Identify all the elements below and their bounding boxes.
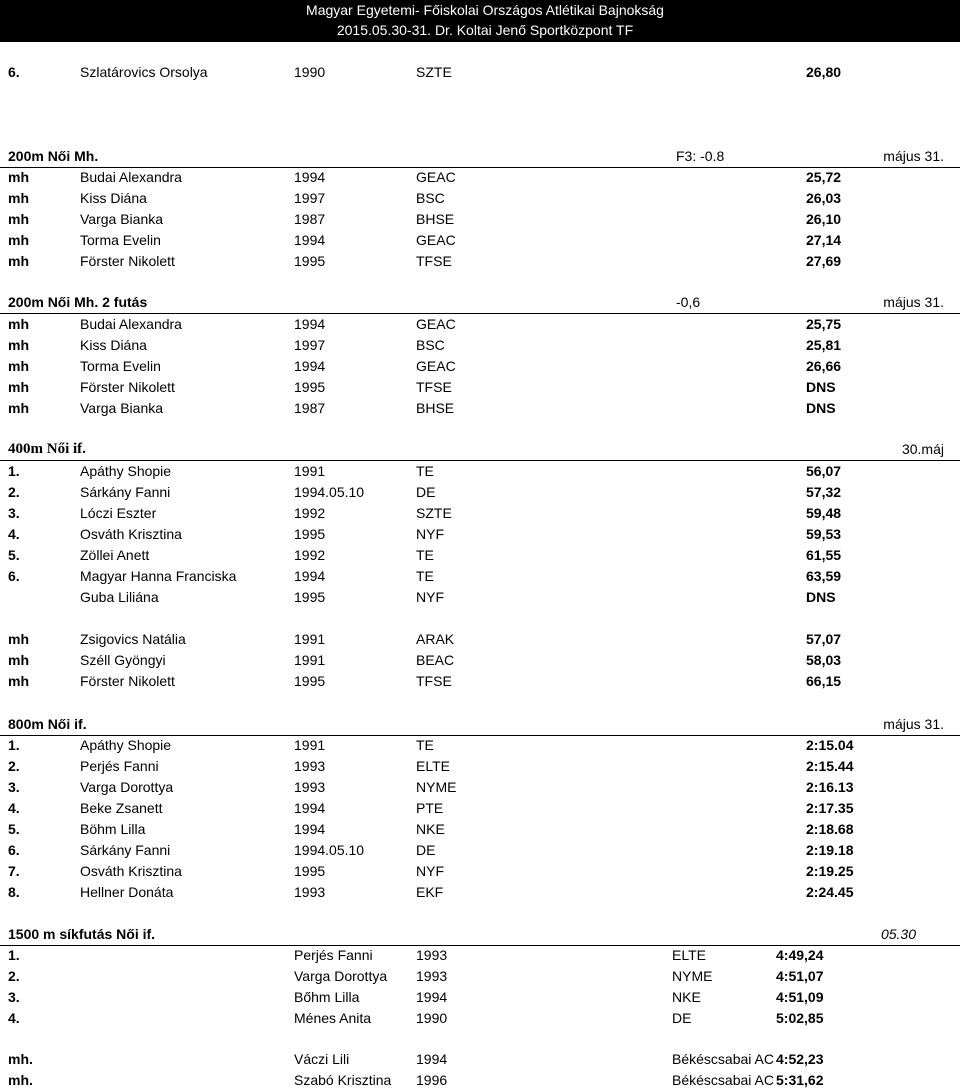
result: 27,69 [806,253,842,269]
place: mh [8,337,29,353]
result: 26,03 [806,190,842,206]
birth-year: 1992 [294,547,326,563]
club: ELTE [672,947,706,963]
athlete-name: Torma Evelin [80,358,161,374]
table-row [0,209,960,230]
result: 5:31,62 [776,1072,824,1088]
result: 57,07 [806,631,842,647]
athlete-name: Hellner Donáta [80,884,174,900]
club: NYME [672,968,713,984]
table-row [0,1049,960,1070]
result: 2:24.45 [806,884,854,900]
table-row [0,482,960,503]
club: GEAC [416,169,456,185]
result: 59,48 [806,505,842,521]
result: 25,75 [806,316,842,332]
birth-year: 1991 [294,463,326,479]
result: 27,14 [806,232,842,248]
table-row [0,798,960,819]
section-title: 400m Női if. [8,441,86,457]
table-row [0,251,960,272]
club: EKF [416,884,444,900]
place: 6. [8,568,20,584]
club: NYF [416,589,444,605]
result: 63,59 [806,568,842,584]
club: NKE [416,821,445,837]
birth-year: 1995 [294,253,326,269]
athlete-name: Perjés Fanni [80,758,159,774]
club: TFSE [416,673,452,689]
birth-year: 1987 [294,400,326,416]
place: 1. [8,947,20,963]
place: 3. [8,989,20,1005]
birth-year: 1995 [294,673,326,689]
club: SZTE [416,505,452,521]
table-row [0,1070,960,1091]
result: DNS [806,400,836,416]
club: NKE [672,989,701,1005]
result: DNS [806,589,836,605]
birth-year: 1990 [294,64,326,80]
result: 2:15.44 [806,758,854,774]
club: TE [416,547,434,563]
place: 5. [8,547,20,563]
table-row [0,629,960,650]
athlete-name: Zöllei Anett [80,547,150,563]
table-row [0,945,960,966]
page-header [0,0,960,42]
wind-reading: -0,6 [676,294,701,310]
section-date: május 31. [883,716,944,732]
place: 1. [8,737,20,753]
athlete-name: Apáthy Shopie [80,463,172,479]
wind-reading: F3: -0.8 [676,148,725,164]
athlete-name: Torma Evelin [80,232,161,248]
result: 2:17.35 [806,800,854,816]
birth-year: 1994.05.10 [294,484,365,500]
athlete-name: Széll Gyöngyi [80,652,166,668]
club: Békéscsabai AC [672,1072,774,1088]
club: GEAC [416,316,456,332]
table-row [0,861,960,882]
section-title: 1500 m síkfutás Női if. [8,926,156,942]
place: mh [8,232,29,248]
section-date: 30.máj [901,441,944,457]
table-row [0,671,960,692]
table-row [0,966,960,987]
table-row [0,188,960,209]
birth-year: 1995 [294,526,326,542]
birth-year: 1996 [416,1072,448,1088]
table-row [0,461,960,482]
place: mh [8,358,29,374]
place: mh [8,400,29,416]
birth-year: 1993 [416,947,448,963]
club: BSC [416,337,445,353]
club: NYME [416,779,457,795]
result: 26,66 [806,358,842,374]
birth-year: 1995 [294,589,326,605]
section-heading [0,923,960,946]
birth-year: 1994 [294,358,326,374]
club: BSC [416,190,445,206]
birth-year: 1993 [416,968,448,984]
birth-year: 1991 [294,652,326,668]
birth-year: 1993 [294,884,326,900]
result: 4:49,24 [776,947,824,963]
birth-year: 1997 [294,190,326,206]
place: 3. [8,505,20,521]
result: 5:02,85 [776,1010,824,1026]
birth-year: 1991 [294,737,326,753]
club: TFSE [416,253,452,269]
athlete-name: Perjés Fanni [294,947,373,963]
athlete-name: Zsigovics Natália [80,631,186,647]
club: TFSE [416,379,452,395]
birth-year: 1997 [294,337,326,353]
club: TE [416,463,434,479]
table-row [0,882,960,903]
athlete-name: Beke Zsanett [80,800,163,816]
result: 2:18.68 [806,821,854,837]
table-row [0,587,960,608]
place: 2. [8,484,20,500]
section-date: 05.30 [880,926,916,942]
athlete-name: Lóczi Eszter [80,505,157,521]
place: mh [8,379,29,395]
result: 56,07 [806,463,842,479]
athlete-name: Sárkány Fanni [80,842,171,858]
athlete-name: Guba Liliána [80,589,159,605]
birth-year: 1994 [416,989,448,1005]
place: 6. [8,64,20,80]
club: BEAC [416,652,455,668]
result: 4:52,23 [776,1051,824,1067]
athlete-name: Budai Alexandra [80,316,182,332]
birth-year: 1994 [294,232,326,248]
table-row [0,1008,960,1029]
athlete-name: Ménes Anita [294,1010,372,1026]
birth-year: 1994 [294,821,326,837]
table-row [0,987,960,1008]
birth-year: 1993 [294,779,326,795]
place: mh [8,316,29,332]
club: BHSE [416,400,455,416]
athlete-name: Magyar Hanna Franciska [80,568,237,584]
athlete-name: Varga Bianka [80,211,164,227]
result: 2:19.25 [806,863,854,879]
club: NYF [416,863,444,879]
table-row [0,167,960,188]
club: TE [416,737,434,753]
section-heading [0,291,960,314]
athlete-name: Szlatárovics Orsolya [80,64,208,80]
birth-year: 1994 [294,800,326,816]
birth-year: 1994 [294,316,326,332]
place: mh [8,190,29,206]
result: 25,72 [806,169,842,185]
club: DE [416,842,436,858]
place: mh [8,253,29,269]
place: 6. [8,842,20,858]
section-date: május 31. [883,294,944,310]
athlete-name: Kiss Diána [80,337,147,353]
table-row [0,356,960,377]
place: 5. [8,821,20,837]
section-title: 200m Női Mh. [8,148,99,164]
athlete-name: Budai Alexandra [80,169,182,185]
place: mh [8,211,29,227]
table-row [0,840,960,861]
birth-year: 1995 [294,379,326,395]
club: GEAC [416,358,456,374]
athlete-name: Osváth Krisztina [80,863,182,879]
athlete-name: Förster Nikolett [80,379,175,395]
table-row [0,230,960,251]
athlete-name: Váczi Lili [294,1051,350,1067]
result: DNS [806,379,836,395]
place: 2. [8,968,20,984]
athlete-name: Varga Dorottya [80,779,174,795]
club: GEAC [416,232,456,248]
birth-year: 1993 [294,758,326,774]
athlete-name: Förster Nikolett [80,673,175,689]
birth-year: 1987 [294,211,326,227]
club: Békéscsabai AC [672,1051,774,1067]
place: 4. [8,1010,20,1026]
place: mh. [8,1072,33,1088]
club: NYF [416,526,444,542]
section-heading [0,713,960,736]
result: 57,32 [806,484,842,500]
result: 26,10 [806,211,842,227]
birth-year: 1990 [416,1010,448,1026]
table-row [0,503,960,524]
athlete-name: Osváth Krisztina [80,526,182,542]
result: 4:51,07 [776,968,824,984]
place: 2. [8,758,20,774]
place: 4. [8,526,20,542]
table-row [0,650,960,671]
place: 3. [8,779,20,795]
athlete-name: Szabó Krisztina [294,1072,392,1088]
birth-year: 1994 [294,568,326,584]
section-heading [0,145,960,168]
result: 61,55 [806,547,842,563]
birth-year: 1992 [294,505,326,521]
club: DE [672,1010,692,1026]
table-row [0,756,960,777]
table-row [0,735,960,756]
table-row [0,62,960,83]
birth-year: 1994 [416,1051,448,1067]
section-heading [0,438,960,461]
table-row [0,398,960,419]
place: 4. [8,800,20,816]
result: 25,81 [806,337,842,353]
place: mh. [8,1051,33,1067]
place: mh [8,652,29,668]
result: 26,80 [806,64,842,80]
athlete-name: Sárkány Fanni [80,484,171,500]
result: 66,15 [806,673,842,689]
athlete-name: Böhm Lilla [80,821,146,837]
club: BHSE [416,211,455,227]
table-row [0,777,960,798]
place: mh [8,673,29,689]
place: 1. [8,463,20,479]
table-row [0,524,960,545]
championship-title: Magyar Egyetemi- Főiskolai Országos Atlétikai Bajnokság [306,2,664,18]
athlete-name: Varga Bianka [80,400,164,416]
club: TE [416,568,434,584]
table-row [0,819,960,840]
club: ELTE [416,758,450,774]
result: 2:19.18 [806,842,854,858]
club: SZTE [416,64,452,80]
result: 2:15.04 [806,737,854,753]
section-title: 200m Női Mh. 2 futás [8,294,148,310]
result: 2:16.13 [806,779,854,795]
place: mh [8,169,29,185]
birth-year: 1995 [294,863,326,879]
athlete-name: Bőhm Lilla [294,989,360,1005]
table-row [0,545,960,566]
table-row [0,566,960,587]
result: 58,03 [806,652,842,668]
section-date: május 31. [883,148,944,164]
club: ARAK [416,631,455,647]
table-row [0,377,960,398]
event-date-venue: 2015.05.30-31. Dr. Koltai Jenő Sportközpont TF [336,22,634,38]
section-title: 800m Női if. [8,716,87,732]
table-row [0,314,960,335]
place: mh [8,631,29,647]
result: 59,53 [806,526,842,542]
athlete-name: Kiss Diána [80,190,147,206]
result: 4:51,09 [776,989,824,1005]
club: PTE [416,800,444,816]
birth-year: 1994.05.10 [294,842,365,858]
athlete-name: Varga Dorottya [294,968,388,984]
athlete-name: Apáthy Shopie [80,737,172,753]
birth-year: 1994 [294,169,326,185]
table-row [0,335,960,356]
athlete-name: Förster Nikolett [80,253,175,269]
birth-year: 1991 [294,631,326,647]
club: DE [416,484,436,500]
place: 7. [8,863,20,879]
place: 8. [8,884,20,900]
